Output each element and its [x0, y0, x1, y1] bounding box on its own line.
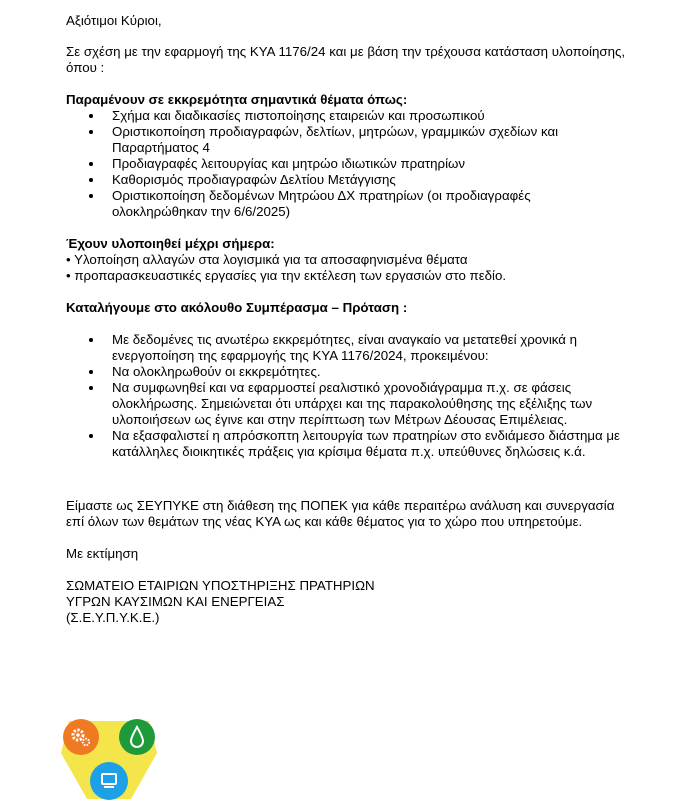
greeting: Αξιότιμοι Κύριοι,: [66, 13, 162, 28]
drop-icon: [119, 719, 155, 755]
list-item: Καθορισμός προδιαγραφών Δελτίου Μετάγγισης: [66, 172, 626, 188]
letter: [66, 13, 626, 626]
list-item: Οριστικοποίηση προδιαγραφών, δελτίων, μητρώων, γραμμικών σχεδίων και Παραρτήματος 4: [66, 124, 626, 156]
closing-paragraph: Είμαστε ως ΣΕΥΠΥΚΕ στη διάθεση της ΠΟΠΕΚ για κάθε περαιτέρω ανάλυση και συνεργασία επί όλων των θεμάτων της νέας ΚΥΑ ως και κάθε θέματος για το χώρο που υπηρετούμε.: [66, 498, 615, 529]
conclusion-heading: Καταλήγουμε στο ακόλουθο Συμπέρασμα – Πρόταση :: [66, 300, 408, 315]
list-item: Σχήμα και διαδικασίες πιστοποίησης εταιρειών και προσωπικού: [66, 108, 626, 124]
pending-list: [66, 108, 626, 220]
signature-line: ΥΓΡΩΝ ΚΑΥΣΙΜΩΝ ΚΑΙ ΕΝΕΡΓΕΙΑΣ: [66, 594, 285, 609]
list-item: Να ολοκληρωθούν οι εκκρεμότητες.: [66, 364, 626, 380]
conclusion-list: [66, 332, 626, 460]
computer-icon: [90, 762, 128, 800]
sign-off: Με εκτίμηση: [66, 546, 139, 561]
signature-line: ΣΩΜΑΤΕΙΟ ΕΤΑΙΡΙΩΝ ΥΠΟΣΤΗΡΙΞΗΣ ΠΡΑΤΗΡΙΩΝ: [66, 578, 375, 593]
list-item: Προδιαγραφές λειτουργίας και μητρώο ιδιωτικών πρατηρίων: [66, 156, 626, 172]
done-item: • προπαρασκευαστικές εργασίες για την εκτέλεση των εργασιών στο πεδίο.: [66, 268, 507, 283]
done-item: • Υλοποίηση αλλαγών στα λογισμικά για τα αποσαφηνισμένα θέματα: [66, 252, 468, 267]
done-heading: Έχουν υλοποιηθεί μέχρι σήμερα:: [66, 236, 275, 251]
pending-heading: Παραμένουν σε εκκρεμότητα σημαντικά θέματα όπως:: [66, 92, 408, 107]
list-item: Οριστικοποίηση δεδομένων Μητρώου ΔΧ πρατηρίων (οι προδιαγραφές ολοκληρώθηκαν την 6/6/2025): [66, 188, 626, 220]
intro-paragraph: Σε σχέση με την εφαρμογή της ΚΥΑ 1176/24 και με βάση την τρέχουσα κατάσταση υλοποίησης, όπου :: [66, 44, 626, 75]
list-item: Να συμφωνηθεί και να εφαρμοστεί ρεαλιστικό χρονοδιάγραμμα π.χ. σε φάσεις ολοκλήρωσης. Σημειώνεται ότι υπάρχει και της παρακολούθησης της εξέλιξης των υλοποιήσεων ως έγινε και στην περίπτωση των Μέτρων Δέουσας Επιμέλειας.: [66, 380, 626, 428]
seypyke-logo: [61, 713, 157, 801]
gear-icon: [63, 719, 99, 755]
list-item: Να εξασφαλιστεί η απρόσκοπτη λειτουργία των πρατηρίων στο ενδιάμεσο διάστημα με κατάλληλες διοικητικές πράξεις για κρίσιμα θέματα π.χ. υπεύθυνες δηλώσεις κ.ά.: [66, 428, 626, 460]
signature-line: (Σ.Ε.Υ.Π.Υ.Κ.Ε.): [66, 610, 160, 625]
list-item: Με δεδομένες τις ανωτέρω εκκρεμότητες, είναι αναγκαίο να μετατεθεί χρονικά η ενεργοποίηση της εφαρμογής της ΚΥΑ 1176/2024, προκειμένου:: [66, 332, 626, 364]
